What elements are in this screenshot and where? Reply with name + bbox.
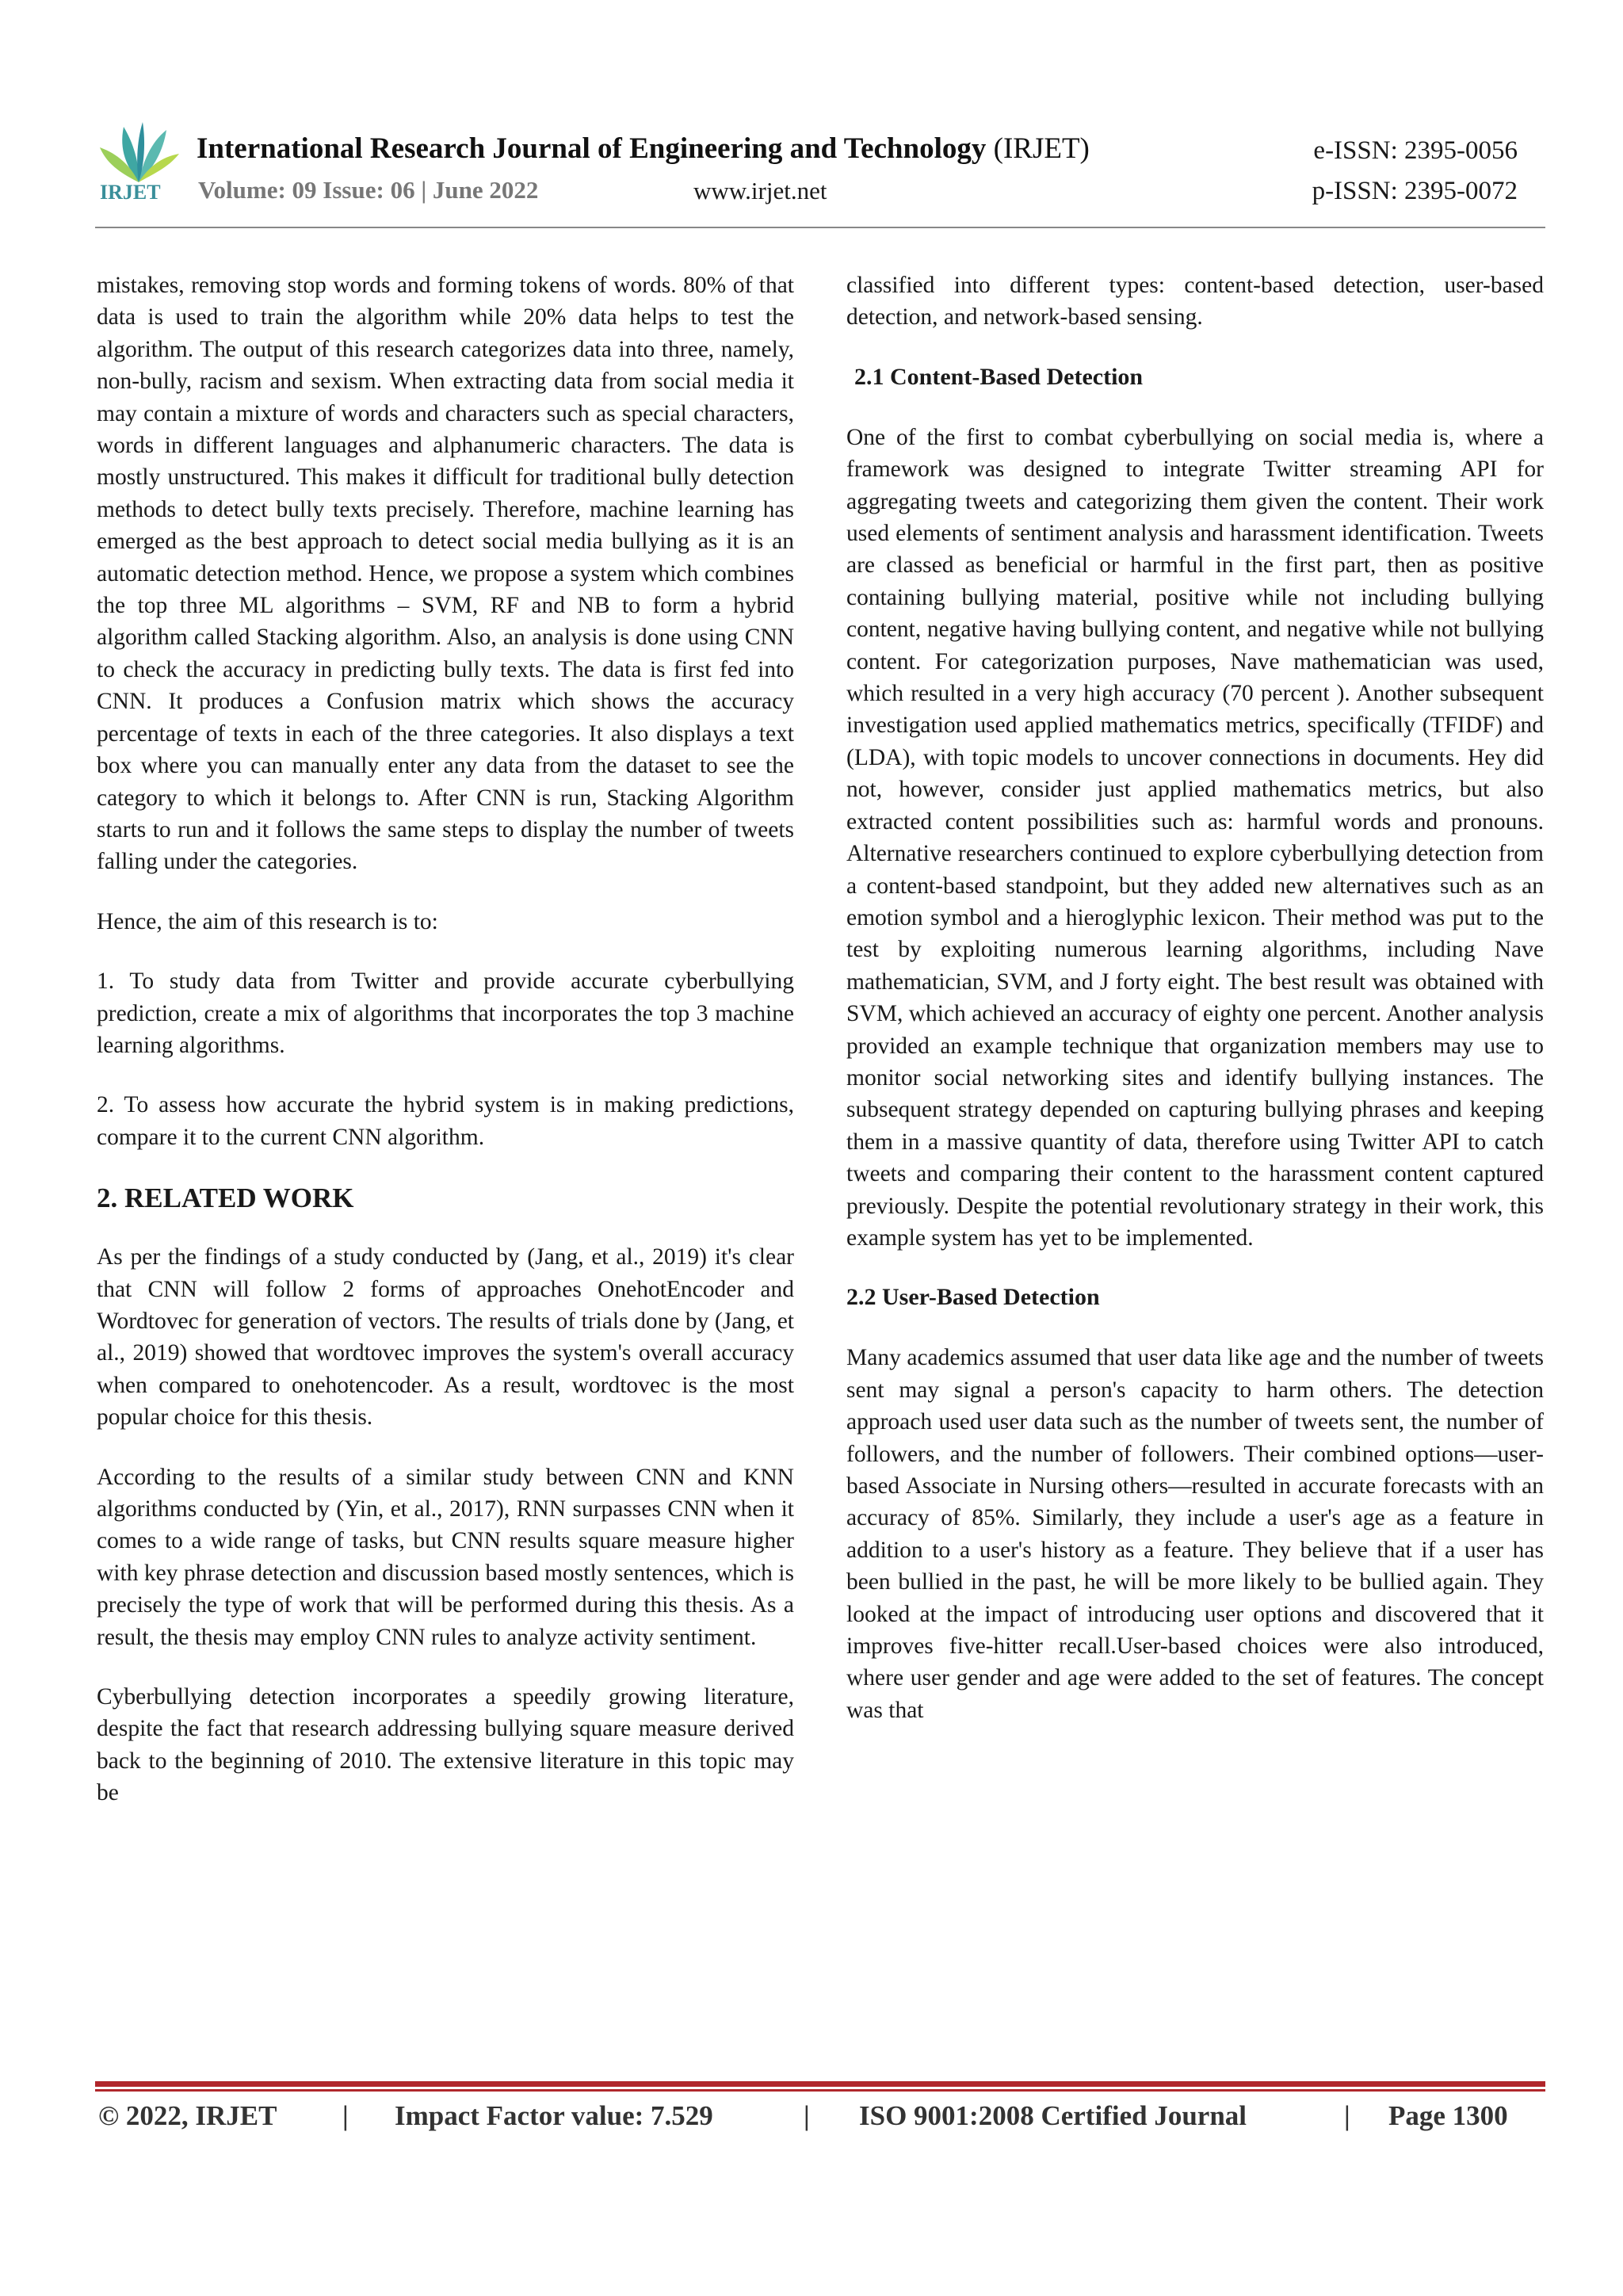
journal-name: International Research Journal of Engineering and Technology: [197, 132, 987, 165]
footer-separator: |: [804, 2100, 810, 2131]
footer-rule-thick: [95, 2081, 1545, 2087]
website-link[interactable]: www.irjet.net: [693, 177, 827, 204]
left-column: [97, 269, 794, 1837]
irjet-logo: [95, 119, 182, 214]
paragraph: Many academics assumed that user data like age and the number of tweets sent may signal a person's capacity to harm others. The detection approach used user data such as the number of tweets sent, the number of followers, and the number of followers. Their combined options—user-based Associate in Nursing others—resulted in accurate forecasts with an accuracy of 85%. Similarly, they include a user's age as a feature in addition to a user's history as a feature. They believe that if a user has been bullied in the past, he will be more likely to be bullied again. They looked at the impact of introducing user options and discovered that it improves five-hitter recall.User-based choices were also introduced, where user gender and age were added to the set of features. The concept was that: [846, 1345, 1544, 1723]
eissn: e-ISSN: 2395-0056: [1313, 136, 1518, 165]
footer-impact-factor: Impact Factor value: 7.529: [395, 2100, 713, 2131]
journal-abbr: (IRJET): [993, 132, 1090, 165]
header-divider: [95, 227, 1545, 228]
logo-text: IRJET: [100, 181, 161, 204]
paragraph: classified into different types: content-based detection, user-based detection, and network-based sensing.: [846, 273, 1544, 330]
volume-issue: Volume: 09 Issue: 06 | June 2022: [198, 176, 539, 204]
paragraph: As per the findings of a study conducted by (Jang, et al., 2019) it's clear that CNN will follow 2 forms of approaches OnehotEncoder and Wordtovec for generation of vectors. The results of trials done by (Jang, et al., 2019) showed that wordtovec improves the system's overall accuracy when compared to onehotencoder. As a result, wordtovec is the most popular choice for this thesis.: [97, 1244, 794, 1431]
list-item: 2. To assess how accurate the hybrid system is in making predictions, compare it to the current CNN algorithm.: [97, 1092, 794, 1150]
paragraph: One of the first to combat cyberbullying on social media is, where a framework was designed to integrate Twitter streaming API for aggregating tweets and categorizing them given the content. Their work used elements of sentiment analysis and harassment identification. Tweets are classed as beneficial or harmful in the first part, then as positive containing bullying material, positive while not including bullying content, negative having bullying content, and negative while not bullying content. For categorization purposes, Nave mathematician was used, which resulted in a very high accuracy (70 percent ). Another subsequent investigation used applied mathematics metrics, specifically (TFIDF) and (LDA), with topic models to uncover connections in documents. Hey did not, however, consider just applied mathematics metrics, but also extracted content possibilities such as: harmful words and pronouns. Alternative researchers continued to explore cyberbullying detection from a content-based standpoint, but they added new alternatives such as an emotion symbol and a hieroglyphic lexicon. Their method was put to the test by exploiting numerous learning algorithms, including Nave mathematician, SVM, and J forty eight. The best result was obtained with SVM, which achieved an accuracy of eighty one percent. Another analysis provided an example technique that organization members may use to monitor social networking sites and identify bullying instances. The subsequent strategy depended on capturing bullying phrases and keeping them in a massive quantity of data, therefore using Twitter API to catch tweets and comparing their content to the harassment content captured previously. Despite the potential revolutionary strategy in their work, this example system has yet to be implemented.: [846, 424, 1544, 1251]
footer-separator: |: [1344, 2100, 1350, 2131]
page-header: [95, 119, 1545, 230]
leaf-logo-icon: [95, 119, 182, 190]
footer-iso: ISO 9001:2008 Certified Journal: [859, 2100, 1247, 2131]
footer-copyright: © 2022, IRJET: [98, 2100, 277, 2131]
subsection-heading-user-based: 2.2 User-Based Detection: [846, 1284, 1100, 1311]
subsection-heading-content-based: 2.1 Content-Based Detection: [854, 363, 1144, 390]
paragraph: Hence, the aim of this research is to:: [97, 908, 438, 934]
paragraph: mistakes, removing stop words and forming tokens of words. 80% of that data is used to train the algorithm while 20% data helps to test the algorithm. The output of this research categorizes data into three, namely, non-bully, racism and sexism. When extracting data from social media it may contain a mixture of words and characters such as special characters, words in different languages and alphanumeric characters. The data is mostly unstructured. This makes it difficult for traditional bully detection methods to detect bully texts precisely. Therefore, machine learning has emerged as the best approach to detect social media bullying as it is an automatic detection method. Hence, we propose a system which combines the top three ML algorithms – SVM, RF and NB to form a hybrid algorithm called Stacking algorithm. Also, an analysis is done using CNN to check the accuracy in predicting bully texts. The data is first fed into CNN. It produces a Confusion matrix which shows the accuracy percentage of texts in each of the three categories. It also displays a text box where you can manually enter any data from the dataset to see the category to which it belongs to. After CNN is run, Stacking Algorithm starts to run and it follows the same steps to display the number of tweets falling under the categories.: [97, 273, 794, 875]
footer-page-number: Page 1300: [1388, 2100, 1508, 2131]
page-footer: [98, 2100, 1545, 2140]
footer-rule-thin: [95, 2089, 1545, 2092]
paragraph: Cyberbullying detection incorporates a speedily growing literature, despite the fact that research addressing bullying square measure derived back to the beginning of 2010. The extensive literature in this topic may be: [97, 1684, 794, 1806]
right-column: [846, 269, 1544, 1754]
pissn: p-ISSN: 2395-0072: [1312, 177, 1518, 205]
section-heading-related-work: 2. RELATED WORK: [97, 1182, 354, 1214]
paragraph: According to the results of a similar study between CNN and KNN algorithms conducted by (Yin, et al., 2017), RNN surpasses CNN when it comes to a wide range of tasks, but CNN results square measure higher with key phrase detection and discussion based mostly sentences, which is precisely the type of work that will be performed during this thesis. As a result, the thesis may employ CNN rules to analyze activity sentiment.: [97, 1464, 794, 1650]
list-item: 1. To study data from Twitter and provide accurate cyberbullying prediction, create a mix of algorithms that incorporates the top 3 machine learning algorithms.: [97, 968, 794, 1058]
journal-title: [197, 132, 1090, 166]
footer-separator: |: [342, 2100, 349, 2131]
